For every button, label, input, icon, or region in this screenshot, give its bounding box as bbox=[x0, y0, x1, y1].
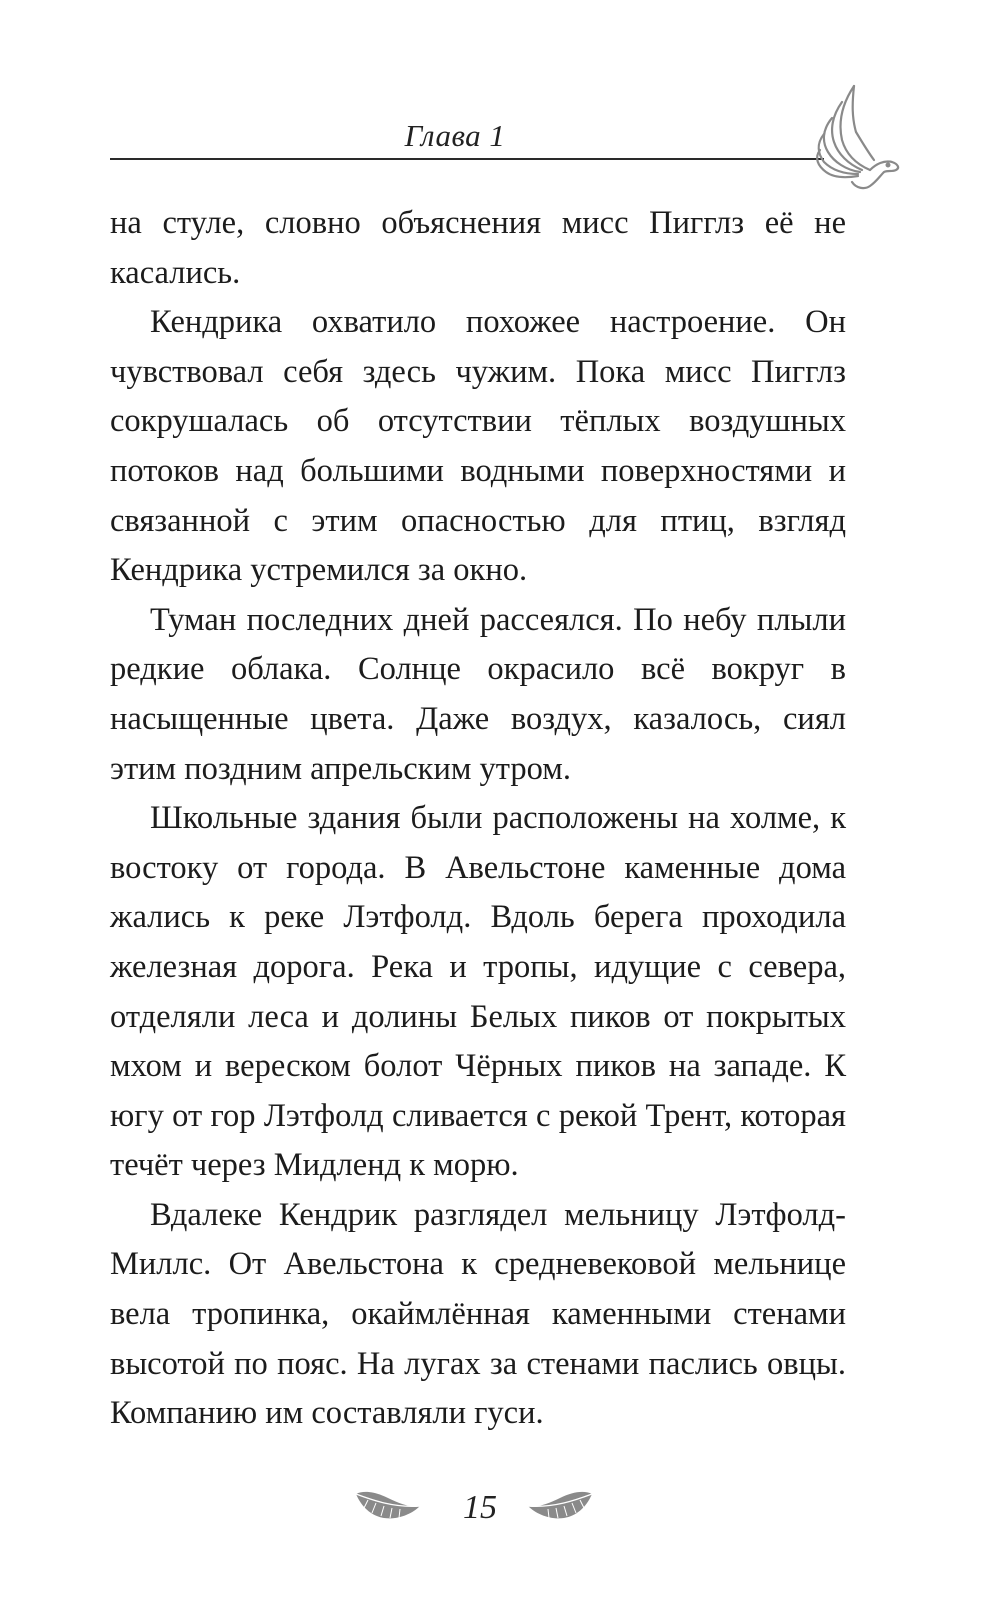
paragraph: Школьные здания были расположены на холме, к востоку от города. В Авельстоне каменные дома жались к реке Лэтфолд. Вдоль берега проходила железная дорога. Река и тропы, идущие с севера, отделяли леса и долины Белых пиков от покрытых мхом и вереском болот Чёрных пиков на западе. К югу от гор Лэтфолд сливается с рекой Трент, которая течёт через Мидленд к морю. bbox=[110, 800, 846, 1184]
feather-icon bbox=[526, 1486, 594, 1526]
page-number: 15 bbox=[463, 1489, 497, 1526]
paragraph: на стуле, словно объяснения мисс Пигглз её не касались. bbox=[110, 205, 846, 291]
chapter-title: Глава 1 bbox=[404, 118, 506, 153]
feather-icon bbox=[354, 1486, 422, 1526]
page-footer bbox=[0, 1478, 1000, 1538]
paragraph: Туман последних дней рассеялся. По небу плыли редкие облака. Солнце окрасило всё вокруг в насыщенные цвета. Даже воздух, казалось, сиял этим поздним апрельским утром. bbox=[110, 601, 846, 787]
chapter-body bbox=[110, 199, 846, 1439]
eagle-wing-icon bbox=[812, 82, 902, 194]
header-rule bbox=[110, 158, 824, 160]
paragraph: Вдалеке Кендрик разглядел мельницу Лэтфолд-Миллс. От Авельстона к средневековой мельнице вела тропинка, окаймлённая каменными стенами высотой по пояс. На лугах за стенами паслись овцы. Компанию им составляли гуси. bbox=[110, 1196, 846, 1432]
paragraph: Кендрика охватило похожее настроение. Он чувствовал себя здесь чужим. Пока мисс Пигглз сокрушалась об отсутствии тёплых воздушных потоков над большими водными поверхностями и связанной с этим опасностью для птиц, взгляд Кендрика устремился за окно. bbox=[110, 304, 846, 589]
